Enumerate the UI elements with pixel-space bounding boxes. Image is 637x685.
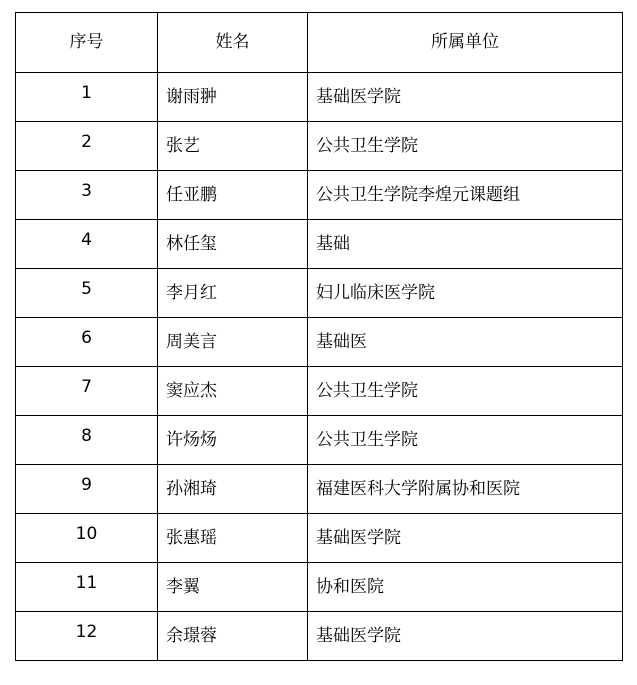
row-unit: 基础 [308, 220, 623, 269]
row-number [16, 318, 158, 367]
table-row [16, 514, 623, 563]
row-unit: 协和医院 [308, 563, 623, 612]
row-number [16, 612, 158, 661]
row-number [16, 171, 158, 220]
roster-table [15, 12, 623, 661]
table-row [16, 122, 623, 171]
roster-table-container [15, 12, 623, 661]
table-row [16, 465, 623, 514]
row-number [16, 269, 158, 318]
row-name: 任亚鹏 [158, 171, 308, 220]
row-unit: 公共卫生学院 [308, 416, 623, 465]
row-number [16, 122, 158, 171]
row-name: 周美言 [158, 318, 308, 367]
row-name: 许炀炀 [158, 416, 308, 465]
table-row [16, 220, 623, 269]
row-name: 余璟蓉 [158, 612, 308, 661]
row-number-text: 6 [81, 327, 92, 348]
header-number: 序号 [16, 13, 158, 73]
row-name: 谢雨翀 [158, 73, 308, 122]
row-number [16, 367, 158, 416]
row-number-text: 3 [81, 180, 92, 201]
row-number-text: 11 [75, 572, 98, 593]
row-number-text: 8 [81, 425, 92, 446]
table-row [16, 612, 623, 661]
row-name: 李翼 [158, 563, 308, 612]
row-unit: 基础医学院 [308, 612, 623, 661]
table-row [16, 318, 623, 367]
row-number-text: 10 [75, 523, 98, 544]
header-unit: 所属单位 [308, 13, 623, 73]
table-row [16, 269, 623, 318]
table-row [16, 171, 623, 220]
row-number [16, 563, 158, 612]
table-row [16, 367, 623, 416]
row-unit: 公共卫生学院 [308, 122, 623, 171]
row-number-text: 12 [75, 621, 98, 642]
row-number-text: 1 [81, 82, 92, 103]
table-row [16, 416, 623, 465]
row-name: 林任玺 [158, 220, 308, 269]
row-number [16, 416, 158, 465]
row-name: 窦应杰 [158, 367, 308, 416]
row-unit: 公共卫生学院李煌元课题组 [308, 171, 623, 220]
row-number [16, 514, 158, 563]
row-unit: 公共卫生学院 [308, 367, 623, 416]
table-row [16, 563, 623, 612]
row-number-text: 7 [81, 376, 92, 397]
row-unit: 基础医学院 [308, 73, 623, 122]
row-number [16, 220, 158, 269]
row-name: 张惠瑶 [158, 514, 308, 563]
row-number-text: 9 [81, 474, 92, 495]
row-number-text: 2 [81, 131, 92, 152]
row-unit: 福建医科大学附属协和医院 [308, 465, 623, 514]
row-unit: 基础医学院 [308, 514, 623, 563]
row-number-text: 5 [81, 278, 92, 299]
row-name: 张艺 [158, 122, 308, 171]
row-number-text: 4 [81, 229, 92, 250]
table-row [16, 73, 623, 122]
row-number [16, 73, 158, 122]
table-header-row [16, 13, 623, 73]
row-number [16, 465, 158, 514]
row-name: 李月红 [158, 269, 308, 318]
header-name: 姓名 [158, 13, 308, 73]
row-unit: 妇儿临床医学院 [308, 269, 623, 318]
row-unit: 基础医 [308, 318, 623, 367]
row-name: 孙湘琦 [158, 465, 308, 514]
